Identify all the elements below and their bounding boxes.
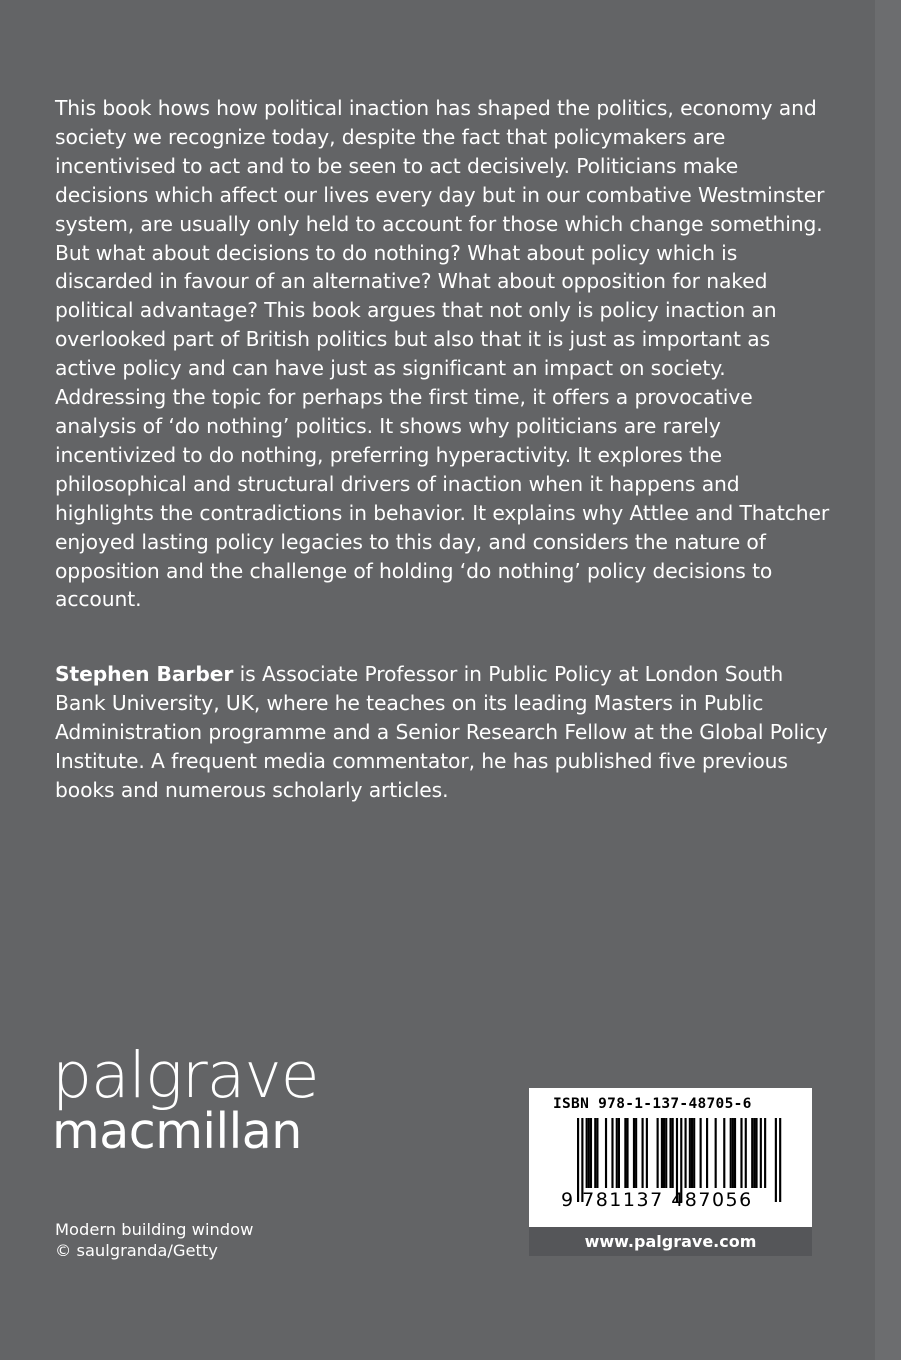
barcode-bar xyxy=(611,1118,613,1188)
book-description: This book hows how political inaction has shaped the politics, economy and society we recognize today, despite the fact that policymakers are incentivised to act and to be seen to act decisively. Politicians make decisions which affect our lives every day but in our combative Westminster system, are usually only held to account for those which change something. But what about decisions to do nothing? What about policy which is discarded in favour of an alternative? What about opposition for naked political advantage? This book argues that not only is policy inaction an overlooked part of British politics but also that it is just as important as active policy and can have just as significant an impact on society. Addressing the topic for perhaps the first time, it offers a provocative analysis of ‘do nothing’ politics. It shows why politicians are rarely incentivized to do nothing, preferring hyperactivity. It explores the philosophical and structural drivers of inaction when it happens and highlights the contradictions in behavior. It explains why Attlee and Thatcher enjoyed lasting policy legacies to this day, and considers the nature of opposition and the challenge of holding ‘do nothing’ policy decisions to account. xyxy=(55,96,830,612)
publisher-logo-line2: macmillan xyxy=(52,1103,302,1160)
barcode-bar xyxy=(775,1118,777,1202)
barcode-bar xyxy=(734,1118,736,1188)
author-bio-text: is Associate Professor in Public Policy at London South Bank University, UK, where he teaches on its leading Masters in Public Administration programme and a Senior Research Fellow at the Global Policy Institute. A frequent media commentator, he has published five previous books and numerous scholarly articles. xyxy=(55,662,828,802)
barcode-bar xyxy=(755,1118,757,1188)
barcode-bar xyxy=(626,1118,628,1188)
barcode-bar xyxy=(740,1118,742,1188)
barcode-bar xyxy=(661,1118,663,1188)
barcode-bar xyxy=(588,1118,590,1188)
barcode-bar xyxy=(730,1118,732,1188)
barcode-bar xyxy=(633,1118,635,1188)
barcode-bar xyxy=(751,1118,753,1188)
barcode-bar xyxy=(646,1118,648,1188)
barcode-bar xyxy=(745,1118,747,1188)
barcode-bar xyxy=(616,1118,618,1188)
barcode-bar xyxy=(672,1118,674,1188)
barcode-bar xyxy=(700,1118,702,1188)
barcode-bar xyxy=(691,1118,693,1188)
barcode-bar xyxy=(635,1118,637,1188)
cover-credit-line1: Modern building window xyxy=(55,1220,254,1239)
barcode-bar xyxy=(693,1118,695,1188)
publisher-logo-line1: palgrave xyxy=(52,1039,319,1112)
barcode-bar xyxy=(605,1118,607,1188)
barcode-bar xyxy=(779,1118,781,1202)
barcode-bar xyxy=(723,1118,725,1188)
barcode-bar xyxy=(642,1118,644,1188)
barcode-bar xyxy=(665,1118,667,1188)
isbn-label: ISBN 978-1-137-48705-6 xyxy=(553,1096,752,1112)
barcode-bar xyxy=(753,1118,755,1188)
barcode-bar xyxy=(760,1118,762,1188)
barcode-bar xyxy=(618,1118,620,1188)
barcode-digits: 9 781137 487056 xyxy=(561,1189,753,1211)
barcode-panel xyxy=(529,1088,812,1227)
author-bio xyxy=(55,660,830,805)
cover-credit-line2: © saulgranda/Getty xyxy=(55,1241,218,1260)
barcode-bar xyxy=(663,1118,665,1188)
author-name: Stephen Barber xyxy=(55,662,234,686)
spine-edge xyxy=(875,0,901,1360)
barcode-bar xyxy=(715,1118,717,1188)
barcode-bar xyxy=(689,1118,691,1188)
barcode-bar xyxy=(596,1118,598,1188)
publisher-logo xyxy=(52,1040,372,1170)
barcode-bar xyxy=(706,1118,708,1188)
barcode-bar xyxy=(669,1118,671,1188)
barcode-bar xyxy=(590,1118,592,1188)
barcode-bar xyxy=(624,1118,626,1188)
cover-image-credit xyxy=(55,1219,253,1261)
barcode-bar xyxy=(732,1118,734,1188)
barcode-bar xyxy=(657,1118,659,1188)
barcode-bar xyxy=(594,1118,596,1188)
barcode-bar xyxy=(685,1118,687,1188)
barcode-bar xyxy=(586,1118,588,1188)
publisher-website: www.palgrave.com xyxy=(529,1227,812,1256)
barcode-bar xyxy=(764,1118,766,1188)
